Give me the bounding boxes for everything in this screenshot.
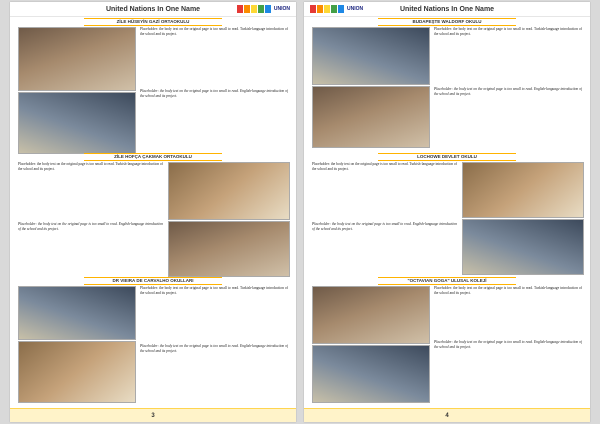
school-photo — [312, 86, 430, 148]
school-photo — [462, 219, 584, 275]
school-photo — [18, 286, 136, 340]
school-section — [304, 153, 590, 161]
project-logo — [310, 4, 363, 13]
page-number: 4 — [304, 408, 590, 422]
school-photo — [312, 286, 430, 344]
page-header — [304, 2, 590, 17]
english-paragraph: Placeholder: the body text on the original page is too small to read. English-language introduction of the school and its project. — [434, 340, 582, 349]
project-logo — [237, 4, 290, 13]
school-photo — [168, 162, 290, 220]
turkish-paragraph: Placeholder: the body text on the original page is too small to read. Turkish-language introduction of the school and its project. — [140, 286, 288, 295]
turkish-paragraph: Placeholder: the body text on the original page is too small to read. Turkish-language introduction of the school and its project. — [18, 162, 163, 171]
page-title: United Nations In One Name — [399, 5, 495, 13]
school-photo — [18, 27, 136, 91]
turkish-paragraph: Placeholder: the body text on the original page is too small to read. Turkish-language introduction of the school and its project. — [434, 286, 582, 295]
section-heading: DR VIEIRA DE CARVALHO OKULLARI — [84, 277, 222, 285]
school-section — [10, 18, 296, 26]
page-4 — [304, 2, 590, 422]
turkish-paragraph: Placeholder: the body text on the original page is too small to read. Turkish-language introduction of the school and its project. — [140, 27, 288, 36]
school-photo — [18, 341, 136, 403]
section-heading: "OCTAVIAN GOGA" ULUSAL KOLEJİ — [378, 277, 516, 285]
school-photo — [18, 92, 136, 154]
logo-text: UNION — [273, 5, 290, 12]
school-photo — [168, 221, 290, 277]
english-paragraph: Placeholder: the body text on the original page is too small to read. English-language introduction of the school and its project. — [140, 89, 288, 98]
section-heading: LOCHOWE DEVLET OKULU — [378, 153, 516, 161]
section-heading: BUDAPEŞTE WALDORF OKULU — [378, 18, 516, 26]
logo-text: UNION — [347, 5, 364, 12]
school-photo — [312, 27, 430, 85]
english-paragraph: Placeholder: the body text on the original page is too small to read. English-language introduction of the school and its project. — [312, 222, 457, 231]
turkish-paragraph: Placeholder: the body text on the original page is too small to read. Turkish-language introduction of the school and its project. — [434, 27, 582, 36]
page-3 — [10, 2, 296, 422]
section-heading: ZİLE HÜSEYİN GAZİ ORTAOKULU — [84, 18, 222, 26]
page-header — [10, 2, 296, 17]
school-section — [304, 277, 590, 285]
school-photo — [312, 345, 430, 403]
page-title: United Nations In One Name — [105, 5, 201, 13]
section-heading: ZİLE HOFÇA ÇAKMAK ORTAOKULU — [84, 153, 222, 161]
english-paragraph: Placeholder: the body text on the original page is too small to read. English-language introduction of the school and its project. — [18, 222, 163, 231]
school-photo — [462, 162, 584, 218]
school-section — [10, 277, 296, 285]
school-section — [304, 18, 590, 26]
school-section — [10, 153, 296, 161]
turkish-paragraph: Placeholder: the body text on the original page is too small to read. Turkish-language introduction of the school and its project. — [312, 162, 457, 171]
english-paragraph: Placeholder: the body text on the original page is too small to read. English-language introduction of the school and its project. — [140, 344, 288, 353]
english-paragraph: Placeholder: the body text on the original page is too small to read. English-language introduction of the school and its project. — [434, 87, 582, 96]
page-number: 3 — [10, 408, 296, 422]
